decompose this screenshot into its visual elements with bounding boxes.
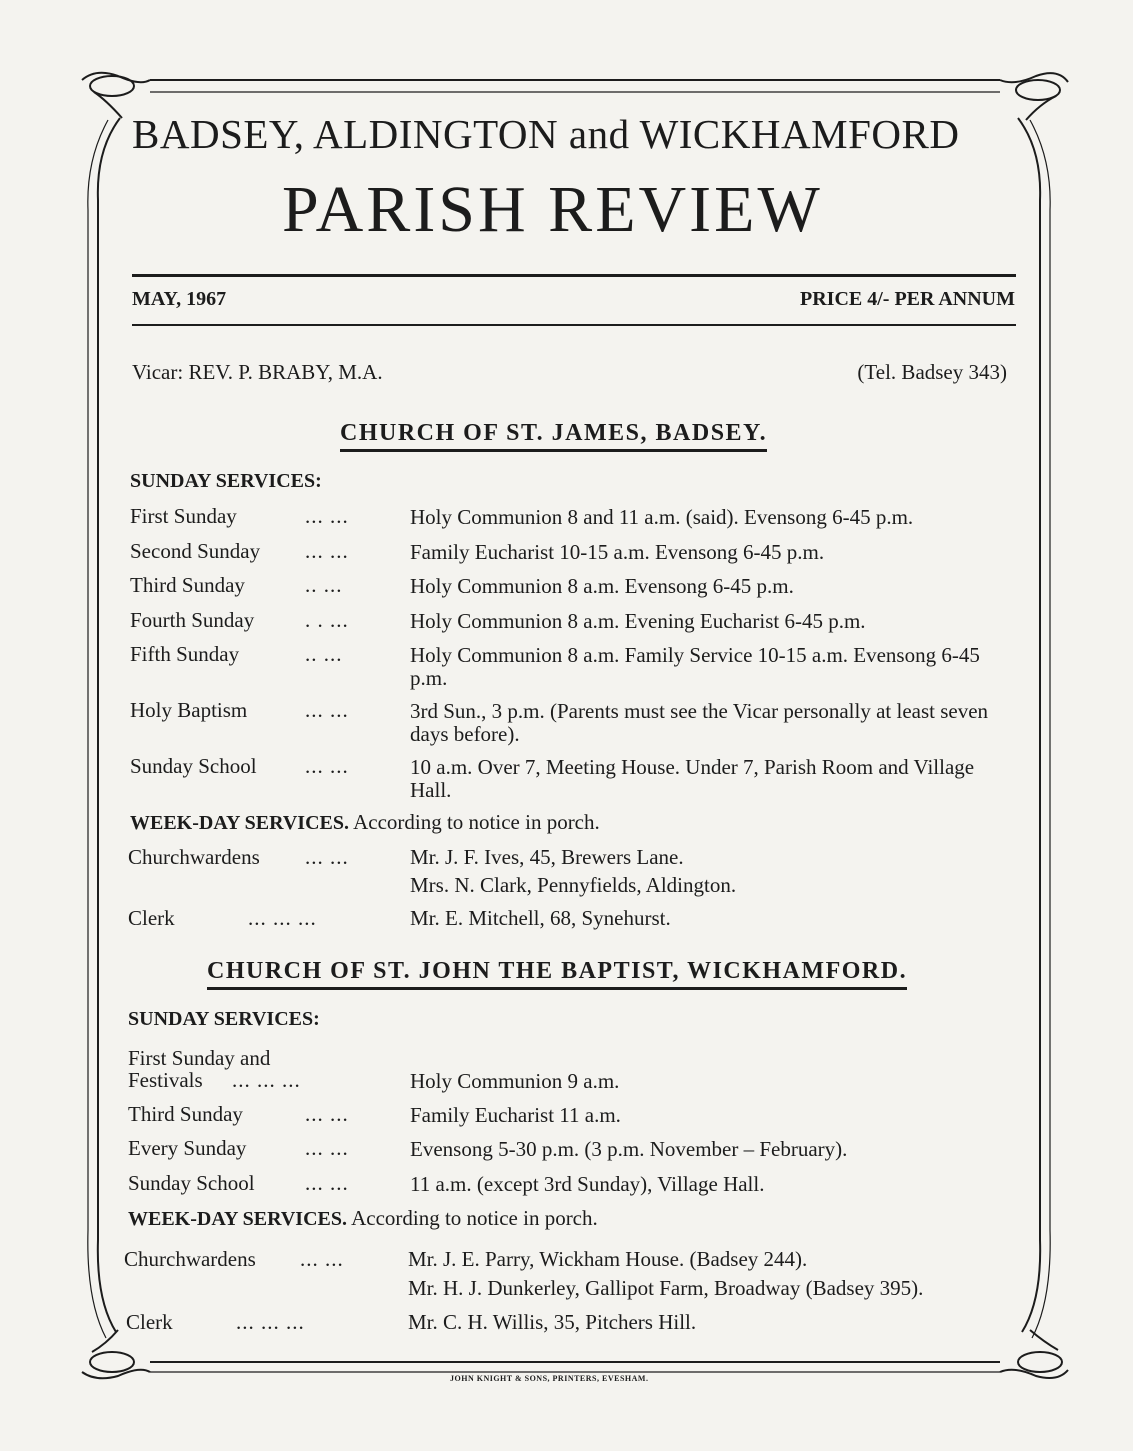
badsey-row-label: Third Sunday — [130, 573, 245, 597]
badsey-row-value: 3rd Sun., 3 p.m. (Parents must see the Vicar personally at least seven days before). — [410, 699, 989, 746]
leader-dots: ... ... — [300, 1247, 344, 1271]
badsey-row-label: Sunday School — [130, 754, 257, 778]
wickhamford-church-heading: CHURCH OF ST. JOHN THE BAPTIST, WICKHAMFORD. — [207, 958, 907, 990]
leader-dots: ... ... — [305, 539, 349, 563]
wickhamford-weekday-services — [128, 1206, 598, 1231]
masthead-parishes: BADSEY, ALDINGTON and WICKHAMFORD — [132, 111, 960, 157]
badsey-row-label: Second Sunday — [130, 539, 261, 563]
masthead-rule-bottom — [132, 324, 1016, 326]
wickhamford-clerk: Mr. C. H. Willis, 35, Pitchers Hill. — [408, 1310, 697, 1334]
badsey-row-value: Holy Communion 8 and 11 a.m. (said). Evensong 6-45 p.m. — [410, 505, 914, 529]
leader-dots: ... ... — [305, 1102, 349, 1126]
badsey-church-heading: CHURCH OF ST. JAMES, BADSEY. — [340, 420, 767, 452]
badsey-row-value: Holy Communion 8 a.m. Family Service 10-15 a.m. Evensong 6-45 p.m. — [410, 643, 980, 690]
leader-dots: .. ... — [305, 642, 343, 666]
badsey-weekday-text: According to notice in porch. — [353, 810, 600, 834]
leader-dots: .. ... — [305, 573, 343, 597]
leader-dots: ... ... ... — [232, 1068, 301, 1092]
badsey-row-label: Fifth Sunday — [130, 642, 240, 666]
leader-dots: ... ... — [305, 1136, 349, 1160]
badsey-weekday-label: WEEK-DAY SERVICES. — [130, 812, 349, 834]
wickhamford-row-label: Third Sunday — [128, 1102, 243, 1126]
wickhamford-row-value: Family Eucharist 11 a.m. — [410, 1103, 621, 1127]
badsey-row-value: 10 a.m. Over 7, Meeting House. Under 7, Parish Room and Village Hall. — [410, 755, 975, 802]
badsey-churchwarden: Mr. J. F. Ives, 45, Brewers Lane. — [410, 845, 684, 869]
wickhamford-sunday-services-label: SUNDAY SERVICES: — [128, 1008, 320, 1030]
issue-price: PRICE 4/- PER ANNUM — [800, 288, 1015, 310]
wickhamford-churchwardens-label: Churchwardens — [124, 1247, 256, 1271]
vicar-telephone: (Tel. Badsey 343) — [857, 360, 1007, 384]
wickhamford-row-value: Holy Communion 9 a.m. — [410, 1069, 620, 1093]
leader-dots: ... ... ... — [248, 906, 317, 930]
wickhamford-clerk-label: Clerk — [126, 1310, 173, 1334]
badsey-row-label: First Sunday — [130, 504, 237, 528]
leader-dots: ... ... — [305, 845, 349, 869]
badsey-churchwarden: Mrs. N. Clark, Pennyfields, Aldington. — [410, 873, 737, 897]
wickhamford-row-label: Every Sunday — [128, 1136, 247, 1160]
badsey-row-label: Holy Baptism — [130, 698, 248, 722]
wickhamford-row-label: Sunday School — [128, 1171, 255, 1195]
issue-date: MAY, 1967 — [132, 288, 227, 310]
badsey-row-value: Holy Communion 8 a.m. Evensong 6-45 p.m. — [410, 574, 794, 598]
wickhamford-row-label: First Sunday and — [128, 1046, 271, 1070]
badsey-clerk: Mr. E. Mitchell, 68, Synehurst. — [410, 906, 671, 930]
badsey-row-value: Family Eucharist 10-15 a.m. Evensong 6-45 p.m. — [410, 540, 825, 564]
masthead-rule-top — [132, 274, 1016, 277]
badsey-clerk-label: Clerk — [128, 906, 175, 930]
leader-dots: ... ... — [305, 504, 349, 528]
leader-dots: ... ... — [305, 1171, 349, 1195]
badsey-row-value: Holy Communion 8 a.m. Evening Eucharist 6-45 p.m. — [410, 609, 866, 633]
badsey-sunday-services-label: SUNDAY SERVICES: — [130, 470, 322, 492]
wickhamford-weekday-label: WEEK-DAY SERVICES. — [128, 1208, 347, 1230]
badsey-row-label: Fourth Sunday — [130, 608, 255, 632]
leader-dots: ... ... — [305, 698, 349, 722]
wickhamford-row-value: 11 a.m. (except 3rd Sunday), Village Hall. — [410, 1172, 765, 1196]
wickhamford-weekday-text: According to notice in porch. — [351, 1206, 598, 1230]
vicar-name: Vicar: REV. P. BRABY, M.A. — [132, 360, 383, 384]
leader-dots: ... ... ... — [236, 1310, 305, 1334]
badsey-churchwardens-label: Churchwardens — [128, 845, 260, 869]
printer-imprint: JOHN KNIGHT & SONS, PRINTERS, EVESHAM. — [450, 1374, 649, 1383]
wickhamford-row-value: Evensong 5-30 p.m. (3 p.m. November – February). — [410, 1137, 848, 1161]
leader-dots: . . ... — [305, 608, 349, 632]
masthead-title: PARISH REVIEW — [282, 173, 823, 246]
badsey-weekday-services — [130, 810, 600, 835]
wickhamford-churchwarden: Mr. H. J. Dunkerley, Gallipot Farm, Broadway (Badsey 395). — [408, 1276, 924, 1300]
wickhamford-row-label-cont: Festivals — [128, 1068, 203, 1092]
leader-dots: ... ... — [305, 754, 349, 778]
wickhamford-churchwarden: Mr. J. E. Parry, Wickham House. (Badsey 244). — [408, 1247, 808, 1271]
